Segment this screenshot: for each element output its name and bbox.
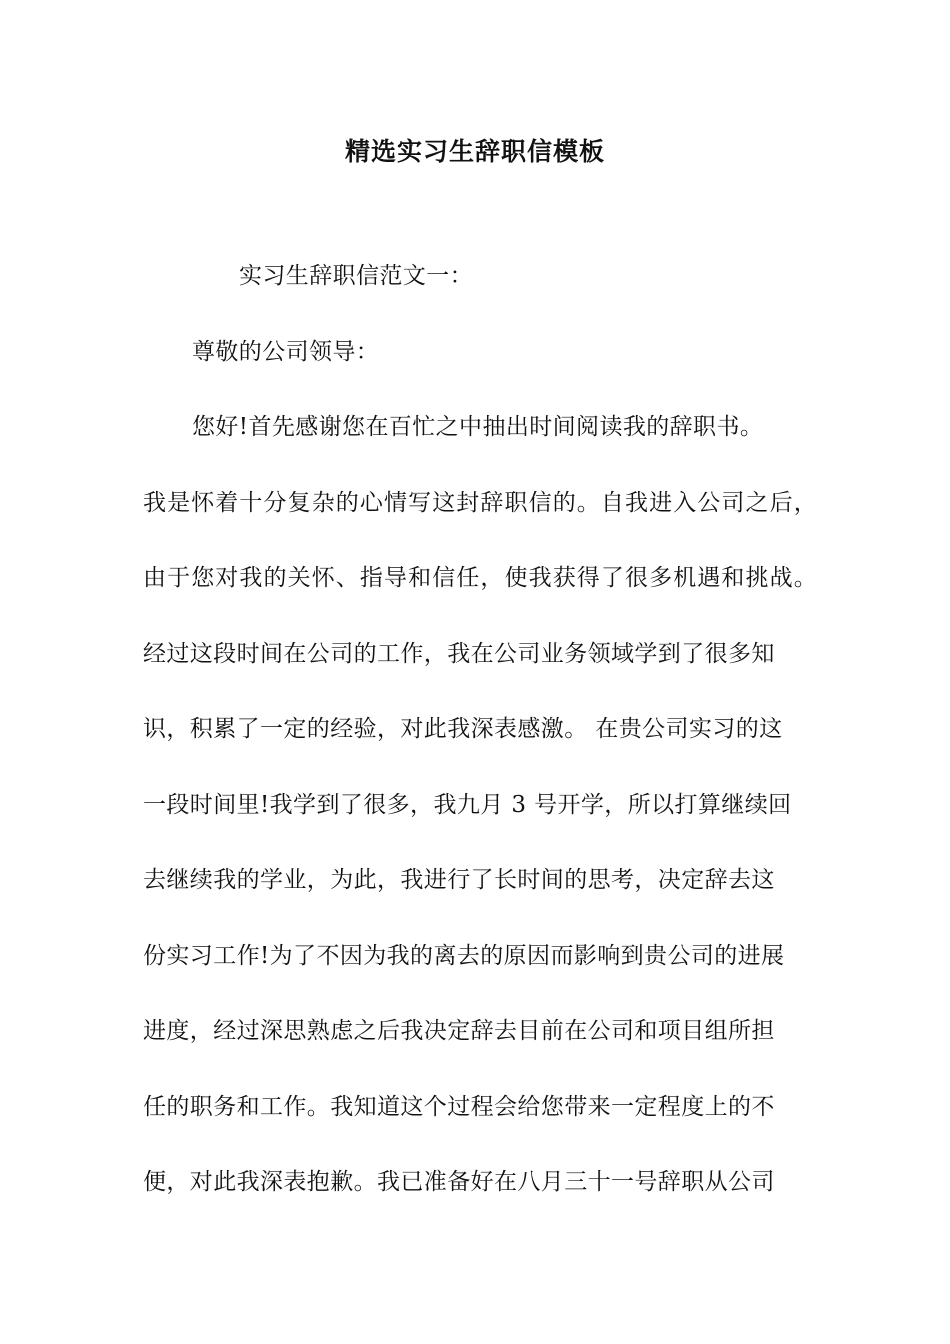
body-line: 一段时间里!我学到了很多，我九月 3 号开学，所以打算继续回 [143, 792, 792, 818]
salutation: 尊敬的公司领导： [192, 339, 380, 365]
document-title: 精选实习生辞职信模板 [344, 137, 605, 166]
body-line: 去继续我的学业，为此，我进行了长时间的思考，决定辞去这 [143, 867, 775, 893]
body-line: 识，积累了一定的经验，对此我深表感激。 在贵公司实习的这 [143, 716, 783, 742]
section-heading: 实习生辞职信范文一： [239, 263, 473, 289]
body-line: 份实习工作!为了不因为我的离去的原因而影响到贵公司的进展 [143, 943, 785, 969]
body-line: 您好!首先感谢您在百忙之中抽出时间阅读我的辞职书。 [192, 414, 764, 440]
body-line: 我是怀着十分复杂的心情写这封辞职信的。自我进入公司之后， [143, 490, 818, 516]
body-line: 任的职务和工作。我知道这个过程会给您带来一定程度上的不 [143, 1094, 775, 1120]
body-line: 由于您对我的关怀、指导和信任，使我获得了很多机遇和挑战。 [143, 565, 818, 591]
body-line: 经过这段时间在公司的工作，我在公司业务领域学到了很多知 [143, 641, 775, 667]
body-line: 进度，经过深思熟虑之后我决定辞去目前在公司和项目组所担 [143, 1018, 775, 1044]
body-line: 便，对此我深表抱歉。我已准备好在八月三十一号辞职从公司 [143, 1169, 775, 1195]
